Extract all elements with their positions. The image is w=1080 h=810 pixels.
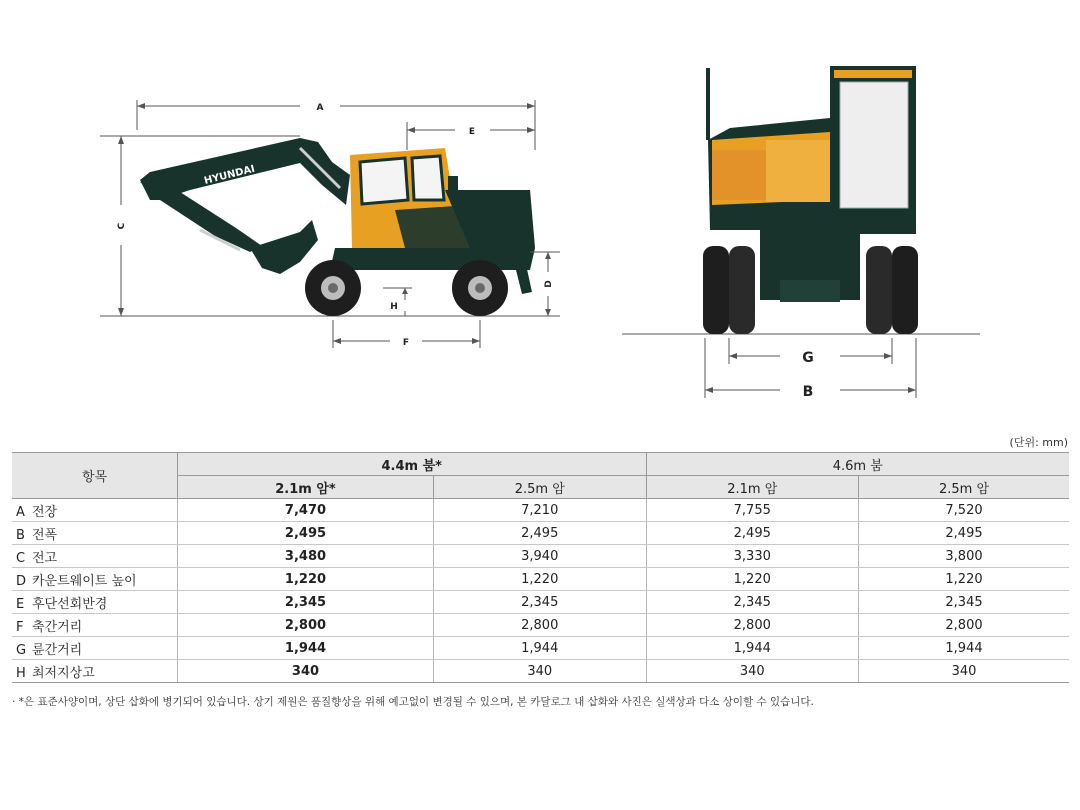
item-header: 항목 [12,453,178,499]
value-cell: 340 [646,660,859,683]
svg-text:F: F [402,338,410,348]
item-label: 륜간거리 [32,642,83,658]
value-cell: 7,520 [859,499,1069,522]
subheader-1: 2.1m 암* [178,476,434,499]
item-cell [12,660,178,683]
dimension-a [137,100,535,130]
svg-text:C: C [117,222,127,230]
table-row [12,637,1069,660]
item-cell [12,568,178,591]
item-label: 최저지상고 [32,665,95,681]
item-cell [12,637,178,660]
right-wheels [866,246,918,334]
value-cell: 2,345 [433,591,646,614]
footnote: · *은 표준사양이며, 상단 삽화에 병기되어 있습니다. 상기 제원은 품질향상을 위해 예고없이 변경될 수 있으며, 본 카달로그 내 삽화와 사진은 실색상과 다소 상이할 수 있습니다. [12,696,814,708]
item-label: 전폭 [32,527,58,543]
item-label: 전장 [32,504,58,520]
value-cell: 2,800 [646,614,859,637]
item-code: G [16,642,27,658]
item-label: 카운트웨이트 높이 [32,573,137,589]
value-cell: 1,220 [178,568,434,591]
table-row [12,499,1069,522]
value-cell: 2,800 [433,614,646,637]
svg-text:A: A [316,103,324,113]
value-cell: 2,495 [859,522,1069,545]
item-code: C [16,550,26,566]
svg-text:D: D [544,280,554,288]
item-cell [12,522,178,545]
table-row [12,591,1069,614]
item-code: D [16,573,27,589]
table-row [12,522,1069,545]
item-cell [12,545,178,568]
item-code: B [16,527,25,543]
table-row [12,545,1069,568]
value-cell: 340 [178,660,434,683]
value-cell: 1,944 [433,637,646,660]
value-cell: 340 [859,660,1069,683]
value-cell: 1,220 [433,568,646,591]
rear-wheel [452,260,508,316]
table-row [12,568,1069,591]
value-cell: 2,345 [859,591,1069,614]
arm [140,182,262,252]
item-cell [12,614,178,637]
value-cell: 2,345 [646,591,859,614]
brand-logo: HYUNDAI [203,163,257,187]
value-cell: 1,944 [646,637,859,660]
value-cell: 340 [433,660,646,683]
dimension-e [407,122,535,150]
table-row [12,614,1069,637]
item-label: 축간거리 [32,619,83,635]
value-cell: 1,944 [178,637,434,660]
item-cell [12,591,178,614]
dimension-d [530,252,560,316]
svg-text:G: G [802,350,814,366]
value-cell: 7,210 [433,499,646,522]
table-body [12,499,1069,683]
group-header-1: 4.4m 붐* [178,453,647,476]
bucket [250,220,318,274]
svg-text:B: B [802,384,814,400]
dimension-b [705,338,916,400]
item-code: E [16,596,25,612]
left-wheels [703,246,755,334]
item-label: 전고 [32,550,58,566]
subheader-4: 2.5m 암 [859,476,1069,499]
value-cell: 2,345 [178,591,434,614]
svg-text:E: E [468,127,476,137]
dimension-f [333,320,480,348]
item-code: A [16,504,25,520]
subheader-2: 2.5m 암 [433,476,646,499]
value-cell: 2,495 [178,522,434,545]
svg-text:H: H [390,302,398,312]
value-cell: 2,800 [178,614,434,637]
front-wheel [305,260,361,316]
dimension-g [729,338,892,366]
table-header-row [12,453,1069,476]
table-row [12,660,1069,683]
value-cell: 2,495 [433,522,646,545]
value-cell: 3,940 [433,545,646,568]
front-view-excavator [622,66,980,400]
value-cell: 1,220 [646,568,859,591]
value-cell: 3,800 [859,545,1069,568]
value-cell: 2,800 [859,614,1069,637]
subheader-3: 2.1m 암 [646,476,859,499]
value-cell: 3,330 [646,545,859,568]
value-cell: 2,495 [646,522,859,545]
unit-label: (단위: mm) [1009,436,1068,449]
cab-window [360,158,408,204]
value-cell: 7,470 [178,499,434,522]
item-code: H [16,665,26,681]
value-cell: 3,480 [178,545,434,568]
value-cell: 1,944 [859,637,1069,660]
item-label: 후단선회반경 [32,596,108,612]
value-cell: 7,755 [646,499,859,522]
item-cell [12,499,178,522]
item-code: F [16,619,24,635]
group-header-2: 4.6m 붐 [646,453,1069,476]
value-cell: 1,220 [859,568,1069,591]
dimension-h [383,288,412,316]
spec-table [12,452,1069,683]
side-view-excavator [100,100,560,348]
